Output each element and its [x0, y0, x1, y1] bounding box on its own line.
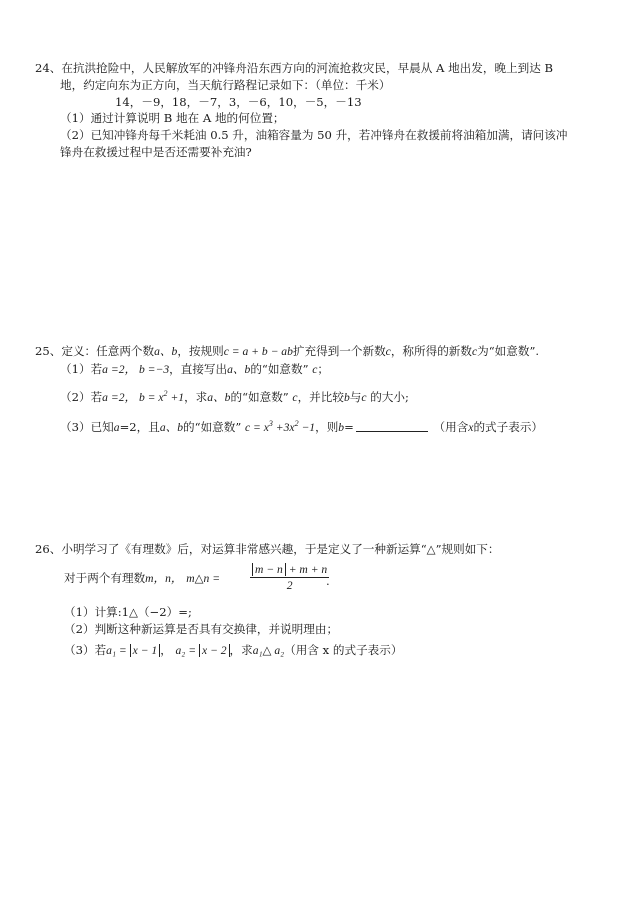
q24-sub1: （1）通过计算说明 B 地在 A 地的何位置； [60, 111, 285, 125]
q26-sub3-c: （用含 x 的式子表示） [284, 643, 403, 657]
q25-sub2-tail: +1 [167, 390, 185, 404]
q26-sub3-a1: a₁ = [106, 644, 130, 657]
q26-abs-m-minus-n: m − n [252, 563, 286, 576]
q25-sub2-cvar2: c [361, 390, 367, 404]
q26-period: . [326, 574, 330, 588]
q25-sub1 [60, 361, 329, 378]
q26-sub3-b: ，求 [229, 643, 253, 657]
q25-sub2-cvar: c [292, 390, 298, 404]
q26-frac-tail: + m + n [285, 563, 328, 576]
q26-fraction-denominator: 2 [286, 579, 293, 592]
q25-sub3-x: x [468, 420, 474, 434]
q25-sub2-e: 与 [349, 389, 362, 404]
q26-sub3 [64, 642, 402, 659]
q25-sub3-expr-c: c = x [244, 420, 269, 434]
q25-sub2-d: ，并比较 [297, 389, 344, 404]
q25-sub3-exp2: 2 [294, 419, 299, 428]
q25-sub1-b: ，直接写出 [169, 362, 228, 376]
q25-sub2-c: 的“如意数” [230, 389, 289, 404]
q24-records: 14，－9，18，－7，3，－6，10，－5，－13 [115, 95, 362, 109]
q26-def-a: 对于两个有理数 [64, 571, 146, 585]
q25-intro-e: 为“如意数”. [477, 344, 540, 358]
q25-c-var-2: c [472, 345, 478, 358]
q25-sub3-ab: a、b [159, 420, 184, 434]
q24-sub2-line2: 锋舟在救援过程中是否还需要补充油? [60, 145, 252, 159]
q25-sub2-exp: 2 [163, 389, 168, 398]
q26-def-vars: m，n， [145, 572, 183, 585]
q25-intro-ab: a、b [154, 345, 178, 358]
q25-sub3-a: （3）已知 [60, 419, 114, 434]
q25-sub3-e: = [344, 419, 354, 434]
q25-intro-b: ，按规则 [177, 344, 224, 358]
q24-sub2-line1: （2）已知冲锋舟每千米耗油 0.5 升，油箱容量为 50 升，若冲锋舟在救援前将油箱加满，请问该冲 [60, 128, 568, 142]
q26-def-op: m△n = [186, 572, 221, 585]
q25-sub3-val: a [113, 420, 120, 434]
q25-sub1-ab: a、b [227, 363, 251, 376]
q25-intro-c: 扩充得到一个新数 [292, 344, 386, 358]
q25-intro-a: 25、定义：任意两个数 [35, 344, 155, 358]
q25-sub3-c: 的“如意数” [183, 419, 242, 434]
q26-fraction [250, 563, 329, 592]
q26-sub3-a2: a₂ = [175, 644, 199, 657]
q25-sub3-f: （用含 [433, 419, 469, 434]
answer-blank[interactable] [356, 419, 428, 432]
q25-c-var: c [385, 345, 391, 358]
q25-sub3-end: −1 [298, 420, 316, 434]
q25-sub2-vals: a =2， b = x [102, 390, 164, 404]
q25-sub2-a: （2）若 [60, 389, 103, 404]
q26-sub1: （1）计算:1△（−2）=; [64, 605, 192, 619]
q25-sub2-ab: a、b [207, 390, 231, 404]
q25-sub3-b: =2，且 [119, 419, 160, 434]
q25-intro [35, 343, 539, 360]
q26-sub3-abs2: x − 2 [199, 644, 230, 657]
q26-sub2: （2）判断这种新运算是否具有交换律，并说明理由； [64, 622, 339, 636]
q25-sub3-g: 的式子表示） [473, 419, 544, 434]
q26-sub3-op: a₁△ a₂ [252, 644, 285, 657]
q25-sub1-d: ； [317, 362, 329, 376]
q25-sub1-a: （1）若 [60, 362, 103, 376]
q25-intro-d: ，称所得的新数 [390, 344, 472, 358]
q26-sub3-abs1: x − 1 [130, 644, 161, 657]
q25-sub3-bvar: b [338, 420, 345, 434]
q26-intro: 26、小明学习了《有理数》后，对运算非常感兴趣，于是定义了一种新运算“△”规则如下： [35, 542, 500, 556]
q26-sub3-a: （3）若 [64, 643, 107, 657]
q25-sub2-f: 的大小; [370, 389, 409, 404]
q24-line2: 地，约定向东为正方向，当天航行路程记录如下：（单位：千米） [60, 78, 391, 92]
q25-sub3-d: ，则 [315, 419, 339, 434]
q25-sub3-mid: +3x [272, 420, 295, 434]
q26-sub3-sep: ， [160, 643, 176, 657]
q25-sub1-c: 的“如意数” [250, 362, 309, 376]
q25-sub2 [60, 386, 409, 406]
q25-sub3 [60, 416, 543, 436]
q26-definition [64, 570, 220, 587]
q25-sub2-b: ，求 [184, 389, 208, 404]
q25-sub2-bvar: b [343, 390, 350, 404]
q25-sub3-exp3: 3 [268, 419, 273, 428]
q26-fraction-numerator [250, 563, 329, 578]
q24-line1: 24、在抗洪抢险中，人民解放军的冲锋舟沿东西方向的河流抢救灾民，早晨从 A 地出发，晚上到达 B [35, 61, 554, 75]
q25-rule: c = a + b − ab [223, 345, 293, 358]
q25-sub1-vals: a =2， b =−3 [102, 363, 170, 376]
q25-sub1-cvar: c [312, 363, 318, 376]
